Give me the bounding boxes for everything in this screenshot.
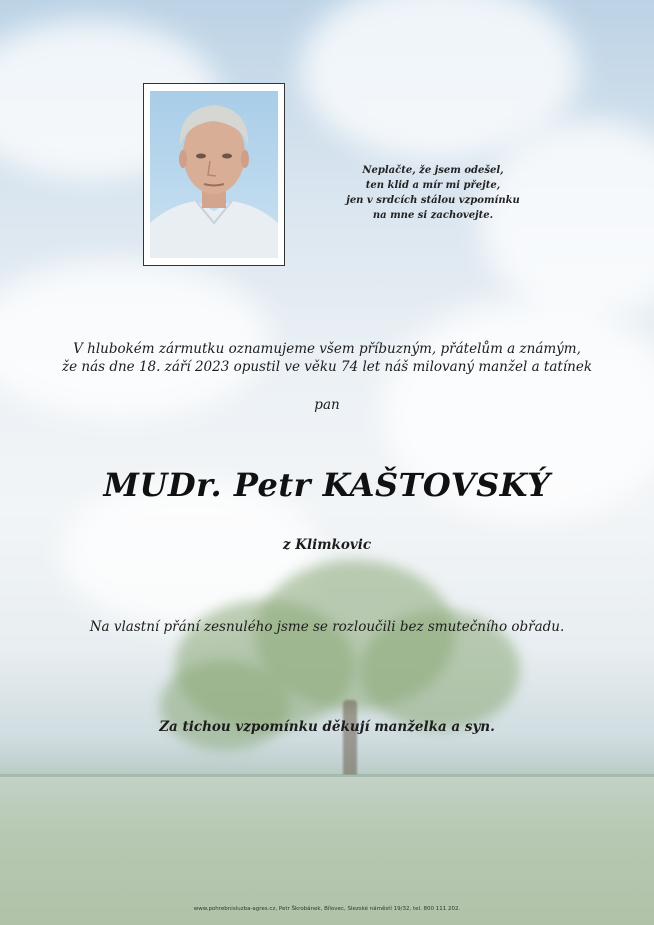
portrait-frame (143, 83, 285, 266)
portrait-illustration (150, 91, 278, 258)
verse-line: jen v srdcích stálou vzpomínku (346, 195, 520, 206)
salutation: pan (314, 397, 340, 413)
meadow (0, 775, 654, 925)
ceremony-note: Na vlastní přání zesnulého jsme se rozloučili bez smutečního obřadu. (89, 619, 565, 635)
verse-line: ten klid a mír mi přejte, (365, 180, 501, 191)
announcement-line: V hlubokém zármutku oznamujeme všem příbuzným, přátelům a známým, (73, 341, 581, 357)
thanks-note: Za tichou vzpomínku děkují manželka a syn. (159, 719, 495, 735)
verse-line: na mne si zachovejte. (372, 210, 494, 221)
announcement-text (40, 340, 614, 376)
memorial-verse (318, 163, 548, 223)
verse-line: Neplačte, že jsem odešel, (362, 165, 504, 176)
funeral-service-footer: www.pohrebnisluzba-agres.cz, Petr Škrobánek, Bílovec, Slezské náměstí 19/32, tel. 800 111 202. (193, 906, 461, 912)
hometown: z Klimkovic (282, 537, 372, 553)
deceased-name: MUDr. Petr KAŠTOVSKÝ (103, 466, 551, 504)
announcement-line: že nás dne 18. září 2023 opustil ve věku 74 let náš milovaný manžel a tatínek (61, 359, 593, 375)
horizon-line (0, 774, 654, 777)
tree-crown (160, 660, 290, 750)
portrait-photo (150, 91, 278, 258)
